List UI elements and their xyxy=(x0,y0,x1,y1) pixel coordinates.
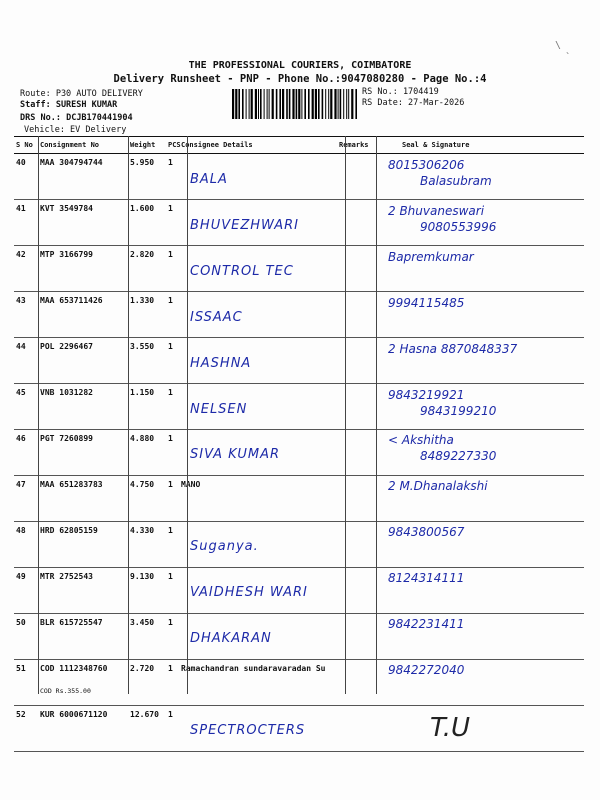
row-weight: 4.880 xyxy=(128,430,168,476)
handwritten-signature: T.U xyxy=(430,712,471,743)
company-name: THE PROFESSIONAL COURIERS, COIMBATORE xyxy=(188,60,412,71)
row-pcs: 1 xyxy=(168,476,179,522)
handwritten-signature: 8124314111 xyxy=(388,571,465,586)
consignment-no: MTR 2752543 xyxy=(38,568,128,614)
row-weight: 3.450 xyxy=(128,614,168,660)
row-sno: 50 xyxy=(14,614,38,660)
row-pcs: 1 xyxy=(168,154,179,200)
handwritten-signature: 8489227330 xyxy=(420,449,497,464)
row-sno: 51 xyxy=(14,660,38,706)
remarks-cell xyxy=(337,614,376,660)
handwritten-consignee: ISSAAC xyxy=(190,309,243,325)
col-remarks: Remarks xyxy=(337,137,376,154)
row-weight: 1.600 xyxy=(128,200,168,246)
remarks-cell xyxy=(337,660,376,706)
consignment-no: KVT 3549784 xyxy=(38,200,128,246)
handwritten-signature: 9842272040 xyxy=(388,662,465,677)
consignment-no: BLR 615725547 xyxy=(38,614,128,660)
handwritten-signature: 2 M.Dhanalakshi xyxy=(388,479,488,494)
drs-number: DRS No.: DCJB170441904 xyxy=(20,113,133,123)
route-label: Route: P30 AUTO DELIVERY xyxy=(20,89,143,99)
consignment-no: HRD 62805159 xyxy=(38,522,128,568)
handwritten-consignee: VAIDHESH WARI xyxy=(190,585,308,601)
handwritten-consignee: SPECTROCTERS xyxy=(190,722,306,738)
row-weight: 2.820 xyxy=(128,246,168,292)
remarks-cell xyxy=(337,154,376,200)
row-sno: 40 xyxy=(14,154,38,200)
row-pcs: 1 xyxy=(168,660,179,706)
table-row xyxy=(14,200,584,246)
cod-amount: COD Rs.355.00 xyxy=(40,687,91,695)
col-sno: S No xyxy=(14,137,38,154)
runsheet-title: Delivery Runsheet - PNP - Phone No.:9047080280 - Page No.:4 xyxy=(113,73,487,85)
row-weight: 12.670 xyxy=(128,706,168,752)
remarks-cell xyxy=(337,430,376,476)
rs-number: RS No.: 1704419 xyxy=(362,87,439,97)
handwritten-consignee: NELSEN xyxy=(190,401,248,417)
row-pcs: 1 xyxy=(168,292,179,338)
handwritten-consignee: DHAKARAN xyxy=(190,631,272,646)
consignment-no: PGT 7260899 xyxy=(38,430,128,476)
handwritten-signature: Bapremkumar xyxy=(388,249,474,264)
row-pcs: 1 xyxy=(168,614,179,660)
row-sno: 44 xyxy=(14,338,38,384)
handwritten-consignee: BALA xyxy=(190,172,228,187)
handwritten-consignee: HASHNA xyxy=(190,355,252,371)
row-weight: 2.720 xyxy=(128,660,168,706)
handwritten-signature: Balasubram xyxy=(420,174,492,188)
handwritten-signature: 9843800567 xyxy=(388,525,465,540)
table-row xyxy=(14,246,584,292)
table-header-row xyxy=(14,137,584,154)
table-row xyxy=(14,154,584,200)
col-pcs: PCS xyxy=(168,137,179,154)
consignment-no: KUR 6000671120 xyxy=(38,706,128,752)
handwritten-signature: 9080553996 xyxy=(420,219,497,234)
table-row xyxy=(14,614,584,660)
remarks-cell xyxy=(337,522,376,568)
handwritten-signature: 2 Hasna 8870848337 xyxy=(388,341,518,356)
row-weight: 4.330 xyxy=(128,522,168,568)
row-sno: 47 xyxy=(14,476,38,522)
table-row xyxy=(14,292,584,338)
handwritten-consignee: CONTROL TEC xyxy=(190,263,294,279)
vehicle-label: Vehicle: EV Delivery xyxy=(24,125,127,135)
row-weight: 4.750 xyxy=(128,476,168,522)
remarks-cell xyxy=(337,384,376,430)
row-weight: 1.150 xyxy=(128,384,168,430)
handwritten-signature: 9843219921 xyxy=(388,387,465,402)
consignment-no: MAA 304794744 xyxy=(38,154,128,200)
row-sno: 49 xyxy=(14,568,38,614)
remarks-cell xyxy=(337,200,376,246)
row-pcs: 1 xyxy=(168,522,179,568)
table-row xyxy=(14,384,584,430)
row-sno: 45 xyxy=(14,384,38,430)
handwritten-signature: 9843199210 xyxy=(420,403,497,418)
consignment-no: MAA 651283783 xyxy=(38,476,128,522)
row-sno: 43 xyxy=(14,292,38,338)
row-pcs: 1 xyxy=(168,430,179,476)
handwritten-consignee: Suganya. xyxy=(190,539,259,555)
consignment-no: POL 2296467 xyxy=(38,338,128,384)
row-pcs: 1 xyxy=(168,200,179,246)
consignment-no: VNB 1031282 xyxy=(38,384,128,430)
staff-label: Staff: SURESH KUMAR xyxy=(20,100,118,110)
row-pcs: 1 xyxy=(168,568,179,614)
consignee-details: Ramachandran sundaravaradan Su xyxy=(179,660,337,706)
row-pcs: 1 xyxy=(168,384,179,430)
remarks-cell xyxy=(337,338,376,384)
consignment-no: COD 1112348760 COD Rs.355.00 xyxy=(38,660,128,706)
row-sno: 48 xyxy=(14,522,38,568)
col-weight: Weight xyxy=(128,137,168,154)
table-row xyxy=(14,430,584,476)
remarks-cell xyxy=(337,246,376,292)
handwritten-consignee: SIVA KUMAR xyxy=(190,447,281,463)
rs-date: RS Date: 27-Mar-2026 xyxy=(362,98,465,108)
pen-mark: ` xyxy=(565,52,572,63)
col-signature: Seal & Signature xyxy=(376,137,584,154)
remarks-cell xyxy=(337,568,376,614)
remarks-cell xyxy=(337,706,376,752)
row-sno: 42 xyxy=(14,246,38,292)
row-weight: 3.550 xyxy=(128,338,168,384)
remarks-cell xyxy=(337,292,376,338)
handwritten-signature: 9842231411 xyxy=(388,617,465,631)
consignee-details: MANO xyxy=(179,476,337,522)
signature-cell xyxy=(376,706,584,752)
handwritten-signature: 2 Bhuvaneswari xyxy=(388,203,485,218)
table-row xyxy=(14,476,584,522)
row-pcs: 1 xyxy=(168,338,179,384)
col-consignee: Consignee Details xyxy=(179,137,337,154)
remarks-cell xyxy=(337,476,376,522)
row-sno: 46 xyxy=(14,430,38,476)
pen-mark: \ xyxy=(555,40,562,51)
consignment-no: MAA 653711426 xyxy=(38,292,128,338)
row-pcs: 1 xyxy=(168,246,179,292)
row-weight: 1.330 xyxy=(128,292,168,338)
col-consignment: Consignment No xyxy=(38,137,128,154)
handwritten-consignee: BHUVEZHWARI xyxy=(190,217,299,233)
consignment-no: MTP 3166799 xyxy=(38,246,128,292)
row-weight: 5.950 xyxy=(128,154,168,200)
row-sno: 52 xyxy=(14,706,38,752)
runsheet-table xyxy=(14,136,584,752)
handwritten-signature: 8015306206 xyxy=(388,158,465,172)
handwritten-signature: 9994115485 xyxy=(388,295,465,310)
table-row xyxy=(14,522,584,568)
row-sno: 41 xyxy=(14,200,38,246)
row-pcs: 1 xyxy=(168,706,179,752)
handwritten-signature: < Akshitha xyxy=(388,433,454,448)
table-row xyxy=(14,660,584,706)
barcode-icon xyxy=(232,89,358,119)
row-weight: 9.130 xyxy=(128,568,168,614)
